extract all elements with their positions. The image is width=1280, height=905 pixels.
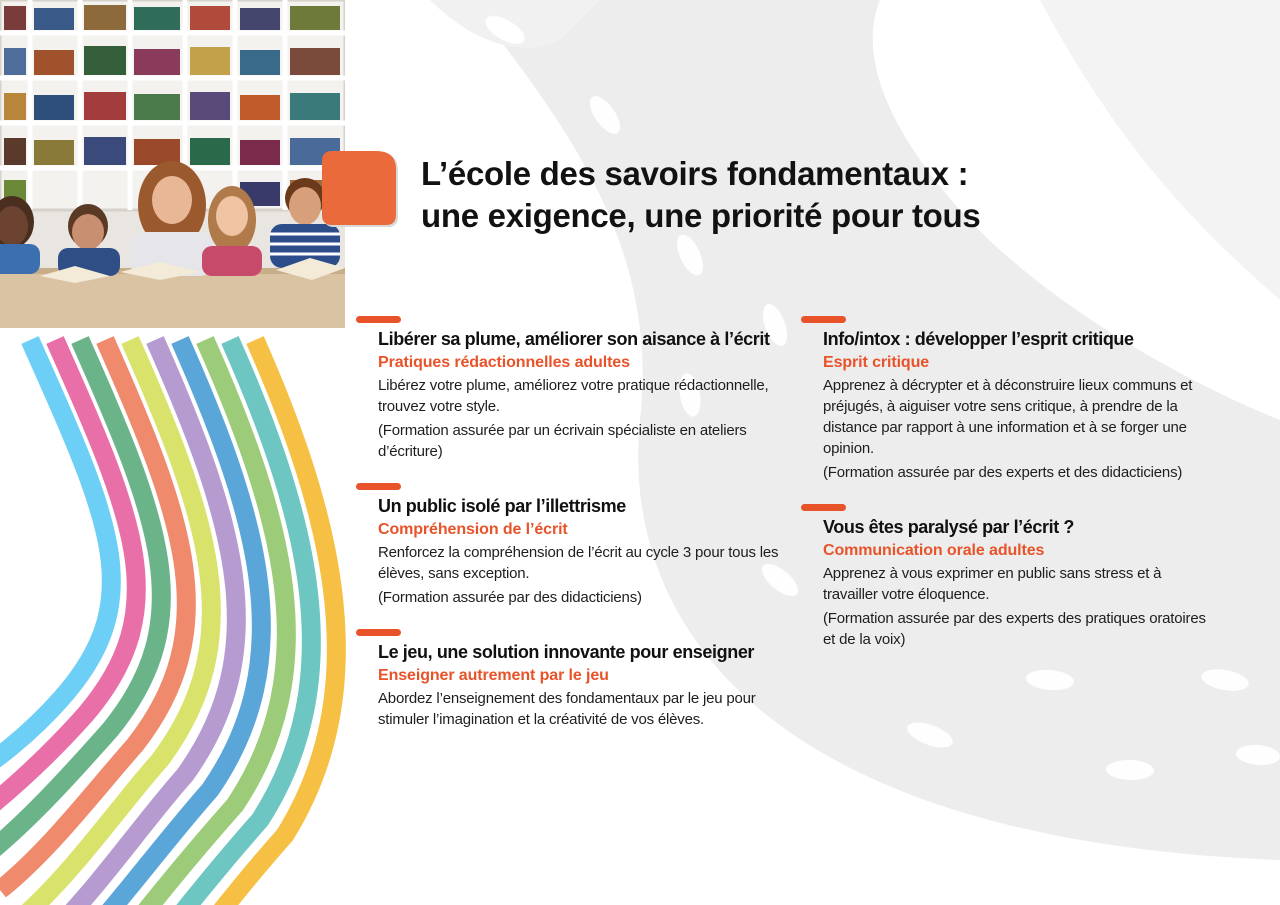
- page-title-line-2: une exigence, une priorité pour tous: [421, 197, 981, 234]
- section-plume: [356, 316, 776, 462]
- section-body: Renforcez la compréhension de l’écrit au cycle 3 pour tous les élèves, sans exception.: [378, 544, 779, 582]
- section-note: (Formation assurée par un écrivain spécialiste en ateliers d’écriture): [378, 422, 747, 460]
- section-accent-dash: [356, 629, 401, 636]
- section-oral: [801, 504, 1221, 650]
- section-body: Apprenez à vous exprimer en public sans stress et à travailler votre éloquence.: [823, 565, 1162, 603]
- section-illettrisme: [356, 483, 779, 608]
- section-subtitle: Communication orale adultes: [823, 542, 1045, 559]
- section-accent-dash: [356, 483, 401, 490]
- section-body: Apprenez à décrypter et à déconstruire lieux communs et préjugés, à aiguiser votre sens critique, à prendre de la distance par rapport à une information et à se forger une opinion.: [823, 377, 1193, 457]
- left-column: [356, 316, 779, 751]
- section-heading: Un public isolé par l’illettrisme: [378, 496, 626, 516]
- section-heading: Vous êtes paralysé par l’écrit ?: [823, 517, 1074, 537]
- section-note: (Formation assurée par des experts et des didacticiens): [823, 464, 1183, 481]
- page-title: [421, 153, 1181, 237]
- section-heading: Le jeu, une solution innovante pour enseigner: [378, 642, 755, 662]
- section-body: Abordez l’enseignement des fondamentaux par le jeu pour stimuler l’imagination et la créativité de vos élèves.: [378, 690, 756, 728]
- children-reading-in-library-photo: [0, 0, 345, 328]
- section-subtitle: Compréhension de l’écrit: [378, 521, 568, 538]
- section-accent-dash: [801, 316, 846, 323]
- section-subtitle: Pratiques rédactionnelles adultes: [378, 354, 630, 371]
- section-esprit-critique: [801, 316, 1221, 483]
- section-heading: Libérer sa plume, améliorer son aisance à l’écrit: [378, 329, 770, 349]
- section-subtitle: Esprit critique: [823, 354, 930, 371]
- section-body: Libérez votre plume, améliorez votre pratique rédactionnelle, trouvez votre style.: [378, 377, 769, 415]
- section-jeu: [356, 629, 776, 730]
- right-column: [801, 316, 1221, 671]
- section-note: (Formation assurée par des experts des pratiques oratoires et de la voix): [823, 610, 1206, 648]
- section-accent-dash: [356, 316, 401, 323]
- section-subtitle: Enseigner autrement par le jeu: [378, 667, 609, 684]
- orange-square-badge-icon: [322, 151, 400, 229]
- page-title-line-1: L’école des savoirs fondamentaux :: [421, 155, 969, 192]
- section-note: (Formation assurée par des didacticiens): [378, 589, 642, 606]
- section-heading: Info/intox : développer l’esprit critique: [823, 329, 1134, 349]
- section-accent-dash: [801, 504, 846, 511]
